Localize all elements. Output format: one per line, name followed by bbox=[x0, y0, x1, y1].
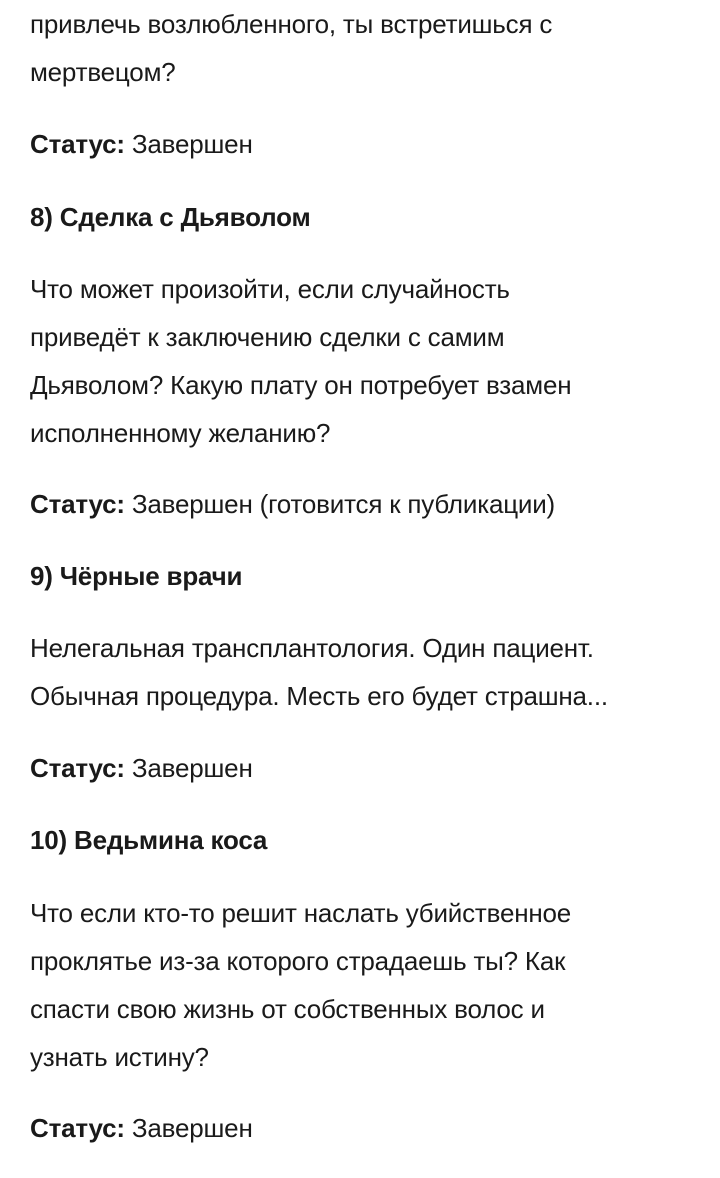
description-line: Что если кто-то решит наслать убийственное bbox=[30, 898, 572, 928]
description-line: Обычная процедура. Месть его будет страшна... bbox=[30, 681, 608, 711]
description-line: приведёт к заключению сделки с самим bbox=[30, 322, 505, 352]
description-line: проклятье из-за которого страдаешь ты? Как bbox=[30, 946, 566, 976]
story-description bbox=[30, 624, 692, 720]
status-line bbox=[30, 1108, 692, 1148]
story-description bbox=[30, 889, 692, 1081]
status-value: Завершен bbox=[131, 1113, 253, 1143]
story-title: 9) Чёрные врачи bbox=[30, 561, 243, 591]
status-line bbox=[30, 124, 692, 164]
description-line: узнать истину? bbox=[30, 1042, 209, 1072]
story-title: 8) Сделка с Дьяволом bbox=[30, 202, 311, 232]
status-label: Статус: bbox=[30, 489, 125, 519]
status-line bbox=[30, 748, 692, 788]
description-line: Что может произойти, если случайность bbox=[30, 274, 510, 304]
intro-line: мертвецом? bbox=[30, 57, 176, 87]
story-title: 10) Ведьмина коса bbox=[30, 825, 268, 855]
description-line: Нелегальная трансплантология. Один пациент. bbox=[30, 633, 594, 663]
status-label: Статус: bbox=[30, 129, 125, 159]
status-value: Завершен bbox=[131, 129, 253, 159]
status-label: Статус: bbox=[30, 1113, 125, 1143]
description-line: исполненному желанию? bbox=[30, 418, 331, 448]
description-line: спасти свою жизнь от собственных волос и bbox=[30, 994, 545, 1024]
status-line bbox=[30, 484, 692, 524]
intro-line: привлечь возлюбленного, ты встретишься с bbox=[30, 9, 553, 39]
story-description bbox=[30, 265, 692, 457]
intro-paragraph bbox=[30, 0, 692, 96]
status-value: Завершен (готовится к публикации) bbox=[131, 489, 556, 519]
status-label: Статус: bbox=[30, 753, 125, 783]
description-line: Дьяволом? Какую плату он потребует взамен bbox=[30, 370, 572, 400]
status-value: Завершен bbox=[131, 753, 253, 783]
